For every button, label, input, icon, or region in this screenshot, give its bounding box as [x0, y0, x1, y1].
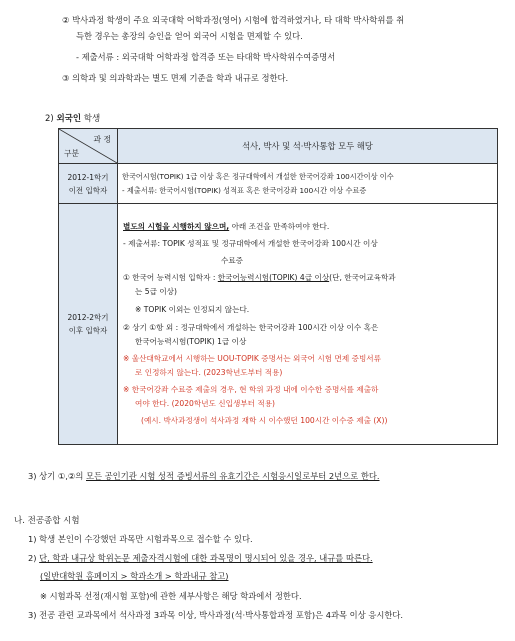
foreign-heading-bold: 외국인 — [56, 114, 82, 124]
row2-red-note1-line1: ※ 울산대학교에서 시행하는 UOU-TOPIK 증명서는 외국어 시험 면제 증빙서류 — [123, 354, 381, 363]
row2-category — [59, 204, 118, 445]
foreign-heading-suffix: 학생 — [81, 114, 101, 124]
row1-category — [59, 164, 118, 204]
validity-prefix: 3) 상기 ①,②의 — [28, 471, 86, 481]
validity-statement — [28, 470, 380, 482]
item2-docs: - 제출서류 : 외국대학 어학과정 합격증 또는 타대학 박사학위수여증명서 — [76, 52, 336, 62]
row1-content — [118, 164, 498, 204]
row1-category-line1: 2012-1학기 — [67, 172, 109, 182]
table-header-main: 석사, 박사 및 석·박사통합 모두 해당 — [118, 129, 498, 164]
row2-docs-line1: - 제출서류: TOPIK 성적표 및 정규대학에서 개설한 한국어강좌 100시간 이상 — [123, 239, 378, 248]
row2-topik-note: ※ TOPIK 이외는 인정되지 않는다. — [135, 305, 250, 314]
row2-docs-line2: 수료증 — [221, 256, 244, 265]
major-exam-item2-ref: (일반대학원 홈페이지 > 학과소개 > 학과내규 참고) — [40, 571, 229, 581]
table-row — [59, 164, 498, 204]
row2-intro — [123, 220, 492, 234]
major-exam-item1: 1) 학생 본인이 수강했던 과목만 시험과목으로 접수할 수 있다. — [28, 534, 253, 544]
corner-bottom-label: 구분 — [64, 149, 80, 158]
validity-underlined: 모든 공인기관 시험 성적 증빙서류의 유효기간은 시험응시일로부터 2년으로 한다. — [86, 471, 380, 481]
item2-prefix: 2) — [28, 553, 40, 563]
row1-line2: - 제출서류: 한국어시험(TOPIK) 성적표 혹은 한국어강좌 100시간 이상 수료증 — [122, 185, 367, 195]
condition1-suffix: (단, 한국어교육학과 — [329, 273, 396, 282]
row2-category-line1: 2012-2학기 — [67, 313, 109, 322]
row1-category-line2: 이전 입학자 — [68, 185, 108, 195]
major-exam-item2-note: ※ 시험과목 선정(재시험 포함)에 관한 세부사항은 해당 학과에서 정한다. — [40, 591, 302, 601]
row2-intro-rest: 아래 조건을 만족하여야 한다. — [229, 222, 330, 231]
item2-underline: 단, 학과 내규상 학위논문 제출자격시험에 대한 과목명이 명시되어 있을 경우, 내규를 따른다. — [39, 553, 373, 563]
row2-condition1-line2: 는 5급 이상) — [135, 287, 177, 296]
row2-category-line2: 이후 입학자 — [68, 326, 108, 335]
condition1-underline: 한국어능력시험(TOPIK) 4급 이상 — [217, 273, 330, 282]
major-exam-title: 나. 전공종합 시험 — [14, 516, 80, 526]
foreign-requirements-table — [58, 128, 498, 445]
table-row — [59, 204, 498, 445]
corner-top-label: 과 정 — [93, 135, 111, 144]
item2-line1: ② 박사과정 학생이 주요 외국대학 어학과정(영어) 시험에 합격하였거나, 타 대학 박사학위를 취 — [62, 15, 405, 25]
condition1-prefix: ① 한국어 능력시험 입학자 : — [123, 273, 218, 282]
row2-red-note2-line2: 여야 한다. (2020학년도 신입생부터 적용) — [135, 399, 276, 408]
row2-red-note2-line1: ※ 한국어강좌 수료증 제출의 경우, 현 학위 과정 내에 이수한 증명서를 제출하 — [123, 385, 379, 394]
row1-line1: 한국어시험(TOPIK) 1급 이상 혹은 정규대학에서 개설한 한국어강좌 100시간이상 이수 — [122, 171, 394, 181]
item2-line2: 득한 경우는 총장의 승인을 얻어 외국어 시험을 면제할 수 있다. — [76, 31, 303, 41]
foreign-heading-prefix: 2) — [45, 114, 57, 124]
row2-condition2-line1: ② 상기 ①항 외 : 정규대학에서 개설하는 한국어강좌 100시간 이상 이수 혹은 — [123, 323, 379, 332]
foreign-heading — [45, 112, 100, 124]
row2-intro-bold: 별도의 시험을 시행하지 않으며, — [123, 222, 230, 231]
table-corner-cell — [59, 129, 118, 164]
row2-red-note1-line2: 로 인정하지 않는다. (2023학년도부터 적용) — [135, 368, 283, 377]
item3-text: ③ 의학과 및 의과학과는 별도 면제 기준을 학과 내규로 정한다. — [62, 73, 289, 83]
row2-red-example: (예시. 박사과정생이 석사과정 재학 시 이수했던 100시간 이수증 제출 (X)) — [141, 416, 388, 425]
row2-content — [118, 204, 498, 445]
table-header-row — [59, 129, 498, 164]
row2-condition2-line2: 한국어능력시험(TOPIK) 1급 이상 — [135, 337, 247, 346]
major-exam-item3: 3) 전공 관련 교과목에서 석사과정 3과목 이상, 박사과정(석·박사통합과정 포함)은 4과목 이상 응시한다. — [28, 610, 404, 620]
major-exam-item2 — [28, 552, 373, 564]
row2-condition1 — [123, 271, 492, 285]
